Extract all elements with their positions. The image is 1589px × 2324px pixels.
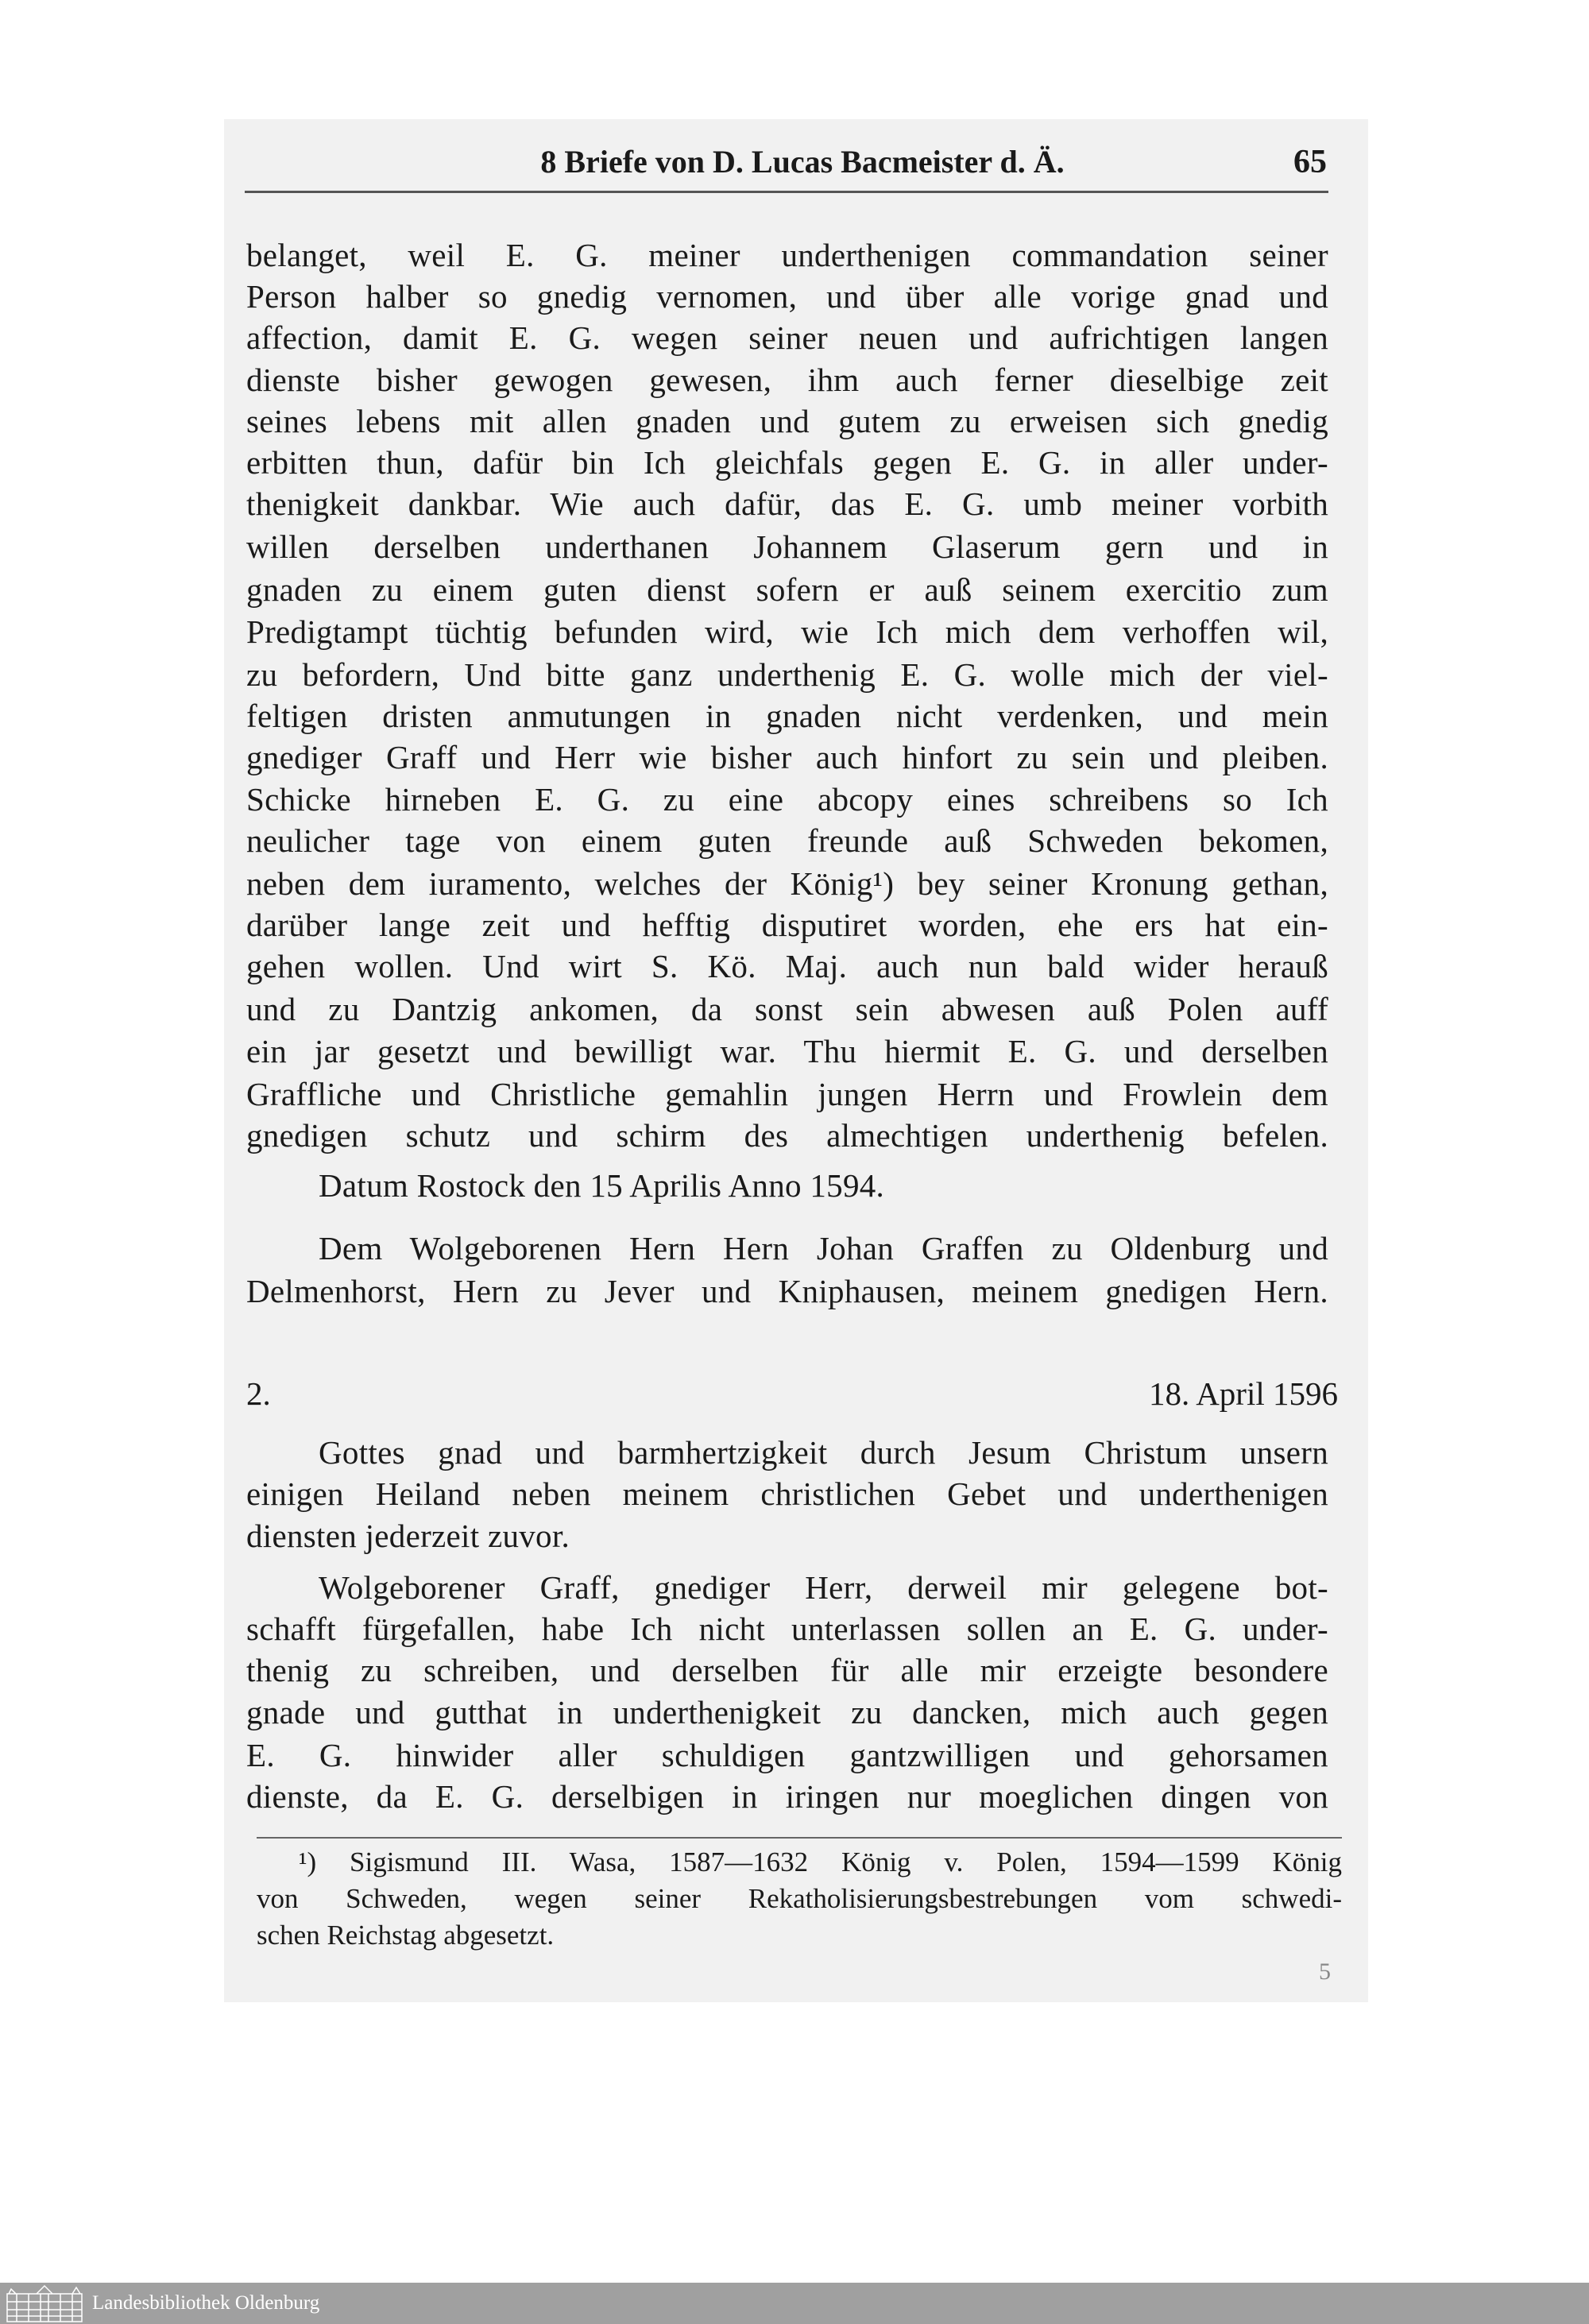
sheet-number: 5: [1319, 1959, 1331, 1985]
text-line: darüber lange zeit und hefftig disputiret worden, ehe ers hat ein-: [246, 907, 1328, 943]
text-line: Person halber so gnedig vernomen, und über alle vorige gnad und: [246, 278, 1328, 315]
text-line: gnaden zu einem guten dienst sofern er auß seinem exercitio zum: [246, 571, 1328, 608]
text-line: Gottes gnad und barmhertzigkeit durch Jesum Christum unsern: [319, 1434, 1328, 1471]
text-line: E. G. hinwider aller schuldigen gantzwilligen und gehorsamen: [246, 1737, 1328, 1773]
footer-bar: [0, 2283, 1589, 2324]
text-line: erbitten thun, dafür bin Ich gleichfals gegen E. G. in aller under-: [246, 444, 1328, 481]
text-line: Predigtampt tüchtig befunden wird, wie Ich mich dem verhoffen wil,: [246, 613, 1328, 650]
footnote-line: von Schweden, wegen seiner Rekatholisierungsbestrebungen vom schwedi-: [257, 1883, 1342, 1914]
text-line: gnedigen schutz und schirm des almechtigen underthenig befelen.: [246, 1117, 1328, 1154]
text-line: gnade und gutthat in underthenigkeit zu dancken, mich auch gegen: [246, 1694, 1328, 1730]
library-name: Landesbibliothek Oldenburg: [92, 2292, 320, 2314]
footnote-rule: [257, 1837, 1342, 1839]
text-line: Wolgeborener Graff, gnediger Herr, derweil mir gelegene bot-: [319, 1569, 1328, 1606]
page-number: 65: [1293, 144, 1327, 180]
text-line: diensten jederzeit zuvor.: [246, 1518, 570, 1554]
text-line: feltigen dristen anmutungen in gnaden nicht verdenken, und mein: [246, 698, 1328, 734]
running-title: 8 Briefe von D. Lucas Bacmeister d. Ä.: [540, 144, 1065, 180]
text-line: belanget, weil E. G. meiner underthenigen commandation seiner: [246, 237, 1328, 273]
text-line: thenigkeit dankbar. Wie auch dafür, das E. G. umb meiner vorbith: [246, 485, 1328, 522]
text-line: und zu Dantzig ankomen, da sonst sein abwesen auß Polen auff: [246, 991, 1328, 1027]
text-line: affection, damit E. G. wegen seiner neuen und aufrichtigen langen: [246, 319, 1328, 356]
text-line: einigen Heiland neben meinem christlichen Gebet und underthenigen: [246, 1475, 1328, 1512]
text-line: neulicher tage von einem guten freunde auß Schweden bekomen,: [246, 822, 1328, 859]
library-building-logo: [5, 2284, 84, 2322]
header-rule: [245, 191, 1328, 193]
text-line: ein jar gesetzt und bewilligt war. Thu hiermit E. G. und derselben: [246, 1033, 1328, 1069]
text-line: dienste bisher gewogen gewesen, ihm auch ferner dieselbige zeit: [246, 362, 1328, 398]
text-line: Dem Wolgeborenen Hern Hern Johan Graffen zu Oldenburg und: [319, 1230, 1328, 1266]
text-line: dienste, da E. G. derselbigen in iringen nur moeglichen dingen von: [246, 1778, 1328, 1815]
text-line: seines lebens mit allen gnaden und gutem zu erweisen sich gnedig: [246, 403, 1328, 439]
text-line: gnediger Graff und Herr wie bisher auch hinfort zu sein und pleiben.: [246, 739, 1328, 775]
text-line: Schicke hirneben E. G. zu eine abcopy eines schreibens so Ich: [246, 781, 1328, 818]
text-line: Datum Rostock den 15 Aprilis Anno 1594.: [319, 1167, 885, 1204]
footnote-line: schen Reichstag abgesetzt.: [257, 1920, 555, 1951]
letter-date: 18. April 1596: [1148, 1375, 1338, 1412]
text-line: neben dem iuramento, welches der König¹) bey seiner Kronung gethan,: [246, 865, 1328, 902]
text-line: Delmenhorst, Hern zu Jever und Kniphausen, meinem gnedigen Hern.: [246, 1273, 1328, 1309]
text-line: Graffliche und Christliche gemahlin jungen Herrn und Frowlein dem: [246, 1076, 1328, 1112]
letter-number: 2.: [246, 1375, 271, 1412]
footnote-line: ¹) Sigismund III. Wasa, 1587—1632 König v. Polen, 1594—1599 König: [299, 1846, 1342, 1877]
text-line: schafft fürgefallen, habe Ich nicht unterlassen sollen an E. G. under-: [246, 1611, 1328, 1647]
text-line: gehen wollen. Und wirt S. Kö. Maj. auch nun bald wider herauß: [246, 948, 1328, 984]
text-line: thenig zu schreiben, und derselben für alle mir erzeigte besondere: [246, 1652, 1328, 1688]
text-line: willen derselben underthanen Johannem Glaserum gern und in: [246, 528, 1328, 565]
text-line: zu befordern, Und bitte ganz underthenig E. G. wolle mich der viel-: [246, 656, 1328, 693]
